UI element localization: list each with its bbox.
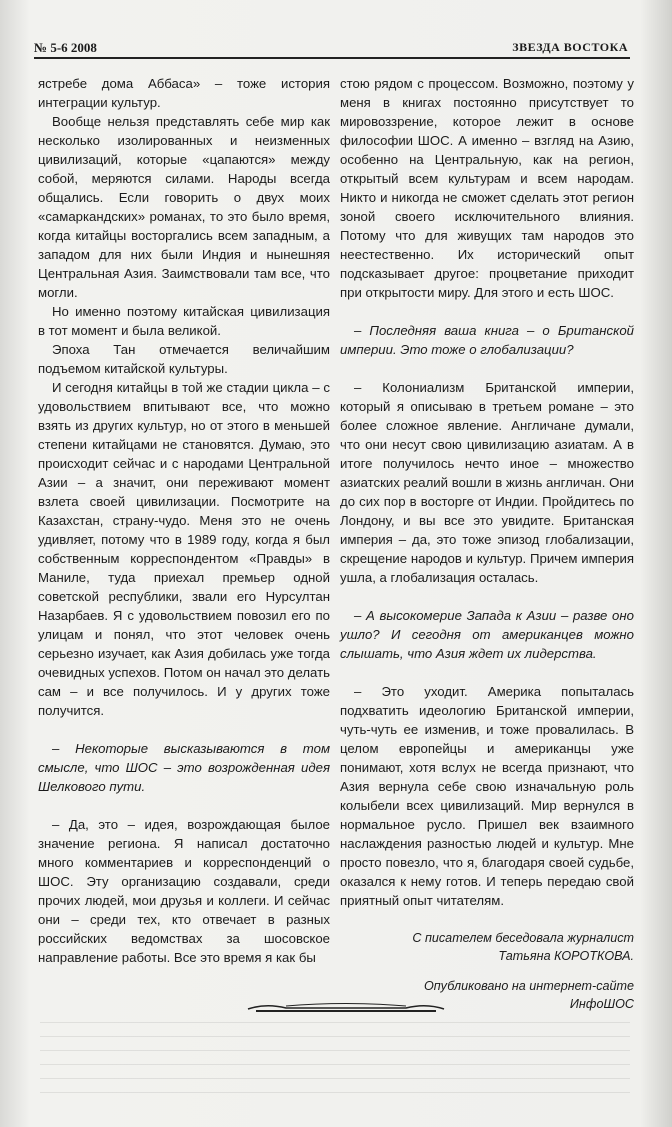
masthead-title: ЗВЕЗДА ВОСТОКА xyxy=(512,40,628,54)
paragraph: – Это уходит. Америка попыталась подхватить идеологию Британской империи, чуть-чуть ее изменив, и тоже провалилась. В целом европейцы и американцы уже понимают, хотя вслух не всегда признают, что Азия вернула себе свою изначальную роль колыбели всех цивилизаций. Мир вернулся в нормальное русло. Пришел век взаимного наслаждения разностью людей и культур. Мне просто повезло, что я, благодаря своей судьбе, оказался к нему готов. И теперь передаю свой приятный опыт читателям. xyxy=(340,684,634,908)
interviewer-question: – А высокомерие Запада к Азии – разве оно ушло? И сегодня от американцев можно слышать, что Азия ждет их лидерства. xyxy=(340,608,634,661)
left-column xyxy=(38,74,330,967)
page-header xyxy=(34,40,628,58)
publication-source: ИнфоШОС xyxy=(569,997,634,1011)
bleed-through-texture xyxy=(40,1022,630,1102)
right-column xyxy=(340,74,634,1013)
header-rule xyxy=(34,57,630,59)
paragraph: стою рядом с процессом. Возможно, поэтому у меня в книгах постоянно присутствует то мировоззрение, которое лежит в основе философии ШОС. А именно – взгляд на Азию, особенно на Центральную, как на регион, открытый всем культурам и всем народам. Никто и никогда не сможет сделать этот регион зоной своего исключительного влияния. Потому что для живущих там народов это неестественно. Их исторический опыт подсказывает другое: процветание приходит при открытости миру. Для этого и есть ШОС. xyxy=(340,76,634,300)
byline-interviewer: С писателем беседовала журналист xyxy=(412,931,634,945)
ornament-divider xyxy=(246,1001,446,1015)
issue-number: № 5-6 2008 xyxy=(34,40,97,55)
paragraph: Но именно поэтому китайская цивилизация в тот момент и была великой. xyxy=(38,304,330,338)
paragraph: – Колониализм Британской империи, который я описываю в третьем романе – это более сложное явление. Англичане думали, что они несут свою цивилизацию азиатам. А в итоге получилось нечто иное – множество азиатских реалий вошли в жизнь англичан. Они до сих пор в восторге от Индии. Пройдитесь по Лондону, и вы все это увидите. Британская империя – да, это тоже эпизод глобализации, скрещение народов и культур. Причем империя ушла, а глобализация осталась. xyxy=(340,380,634,585)
interviewer-question: – Последняя ваша книга – о Британской империи. Это тоже о глобализации? xyxy=(340,323,634,357)
byline-journalist-name: Татьяна КОРОТКОВА. xyxy=(498,949,634,963)
interviewer-question: – Некоторые высказываются в том смысле, что ШОС – это возрожденная идея Шелкового пути. xyxy=(38,741,330,794)
paragraph: И сегодня китайцы в той же стадии цикла – с удовольствием впитывают все, что можно взять из других культур, но от этого в меньшей степени китайцами не становятся. Думаю, это происходит сейчас и с народами Центральной Азии – а значит, они переживают момент взлета своей цивилизации. Посмотрите на Казахстан, страну-чудо. Меня это не очень удивляет, потому что в 1989 году, когда я был собственным корреспондентом «Правды» в Маниле, туда приехал премьер одной советской республики, звали его Нурсултан Назарбаев. Я с удовольствием повозил его по улицам и понял, что этот человек очень серьезно изучает, как Азия добилась уже тогда очевидных успехов. Потом он начал это делать сам – и все получилось. И у других тоже получится. xyxy=(38,380,330,718)
publication-note: Опубликовано на интернет-сайте xyxy=(423,979,634,993)
paragraph: Вообще нельзя представлять себе мир как несколько изолированных и неизменных цивилизаций, которые «цапаются» между собой, меряются силами. Народы всегда общались. Если говорить о двух моих «самаркандских» романах, то это было время, когда китайцы восторгались всем западным, а западом для них были Индия и нынешняя Центральная Азия. Заимствовали там все, что могли. xyxy=(38,114,330,300)
paragraph: – Да, это – идея, возрождающая былое значение региона. Я написал достаточно много комментариев и корреспонденций о ШОС. Эту организацию создавали, среди прочих людей, мои друзья и коллеги. И сейчас они – среди тех, кто отвечает в разных российских ведомствах за шосовское направление работы. Все это время я как бы xyxy=(38,817,330,965)
paragraph: Эпоха Тан отмечается величайшим подъемом китайской культуры. xyxy=(38,342,330,376)
paragraph: ястребе дома Аббаса» – тоже история интеграции культур. xyxy=(38,76,330,110)
